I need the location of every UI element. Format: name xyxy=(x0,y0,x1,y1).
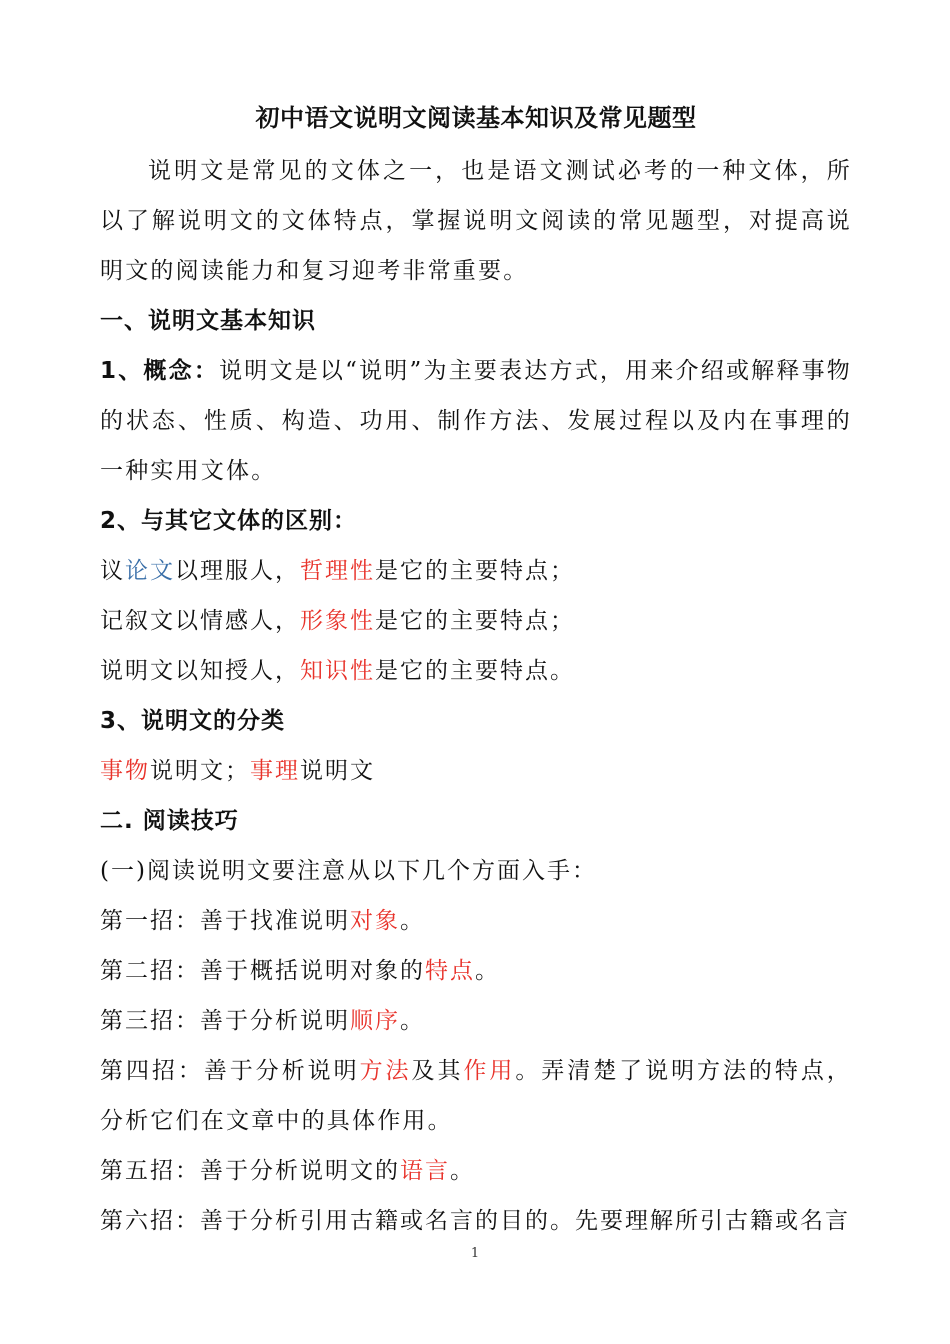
section-heading-basics: 一、说明文基本知识 xyxy=(100,308,316,334)
move-text: 。 xyxy=(475,958,500,984)
diff-line-expository xyxy=(100,646,852,696)
diff-line-argumentative xyxy=(100,546,852,596)
reading-intro-line: (一)阅读说明文要注意从以下几个方面入手： xyxy=(100,858,597,884)
move-5 xyxy=(100,1146,852,1196)
diff-text: 记叙文以情感人， xyxy=(100,608,300,634)
move-1 xyxy=(100,896,852,946)
page-title: 初中语文说明文阅读基本知识及常见题型 xyxy=(255,103,697,132)
move-text: 。 xyxy=(400,908,425,934)
intro-paragraph: 说明文是常见的文体之一，也是语文测试必考的一种文体，所以了解说明文的文体特点，掌握说明文阅读的常见题型，对提高说明文的阅读能力和复习迎考非常重要。 xyxy=(100,158,852,284)
move-text: 第四招：善于分析说明 xyxy=(100,1058,360,1084)
subheading-classification: 3、说明文的分类 xyxy=(100,708,286,734)
move-3 xyxy=(100,996,852,1046)
highlight-shili: 事理 xyxy=(250,758,300,784)
diff-text: 说明文以知授人， xyxy=(100,658,300,684)
highlight-xingxiangxing: 形象性 xyxy=(300,608,375,634)
move-4 xyxy=(100,1046,852,1146)
highlight-duixiang: 对象 xyxy=(350,908,400,934)
highlight-zuoyong: 作用 xyxy=(463,1058,516,1084)
move-text: 。弄清楚了说明方法的特点，分析它们在文章中的具体作用。 xyxy=(100,1058,853,1134)
move-text: 及其 xyxy=(411,1058,464,1084)
classification-line xyxy=(100,746,852,796)
highlight-lunwen: 论文 xyxy=(125,558,175,584)
highlight-zhelixing: 哲理性 xyxy=(300,558,375,584)
highlight-tedian: 特点 xyxy=(425,958,475,984)
document-page xyxy=(100,96,852,1246)
section-heading-reading-skills: 二. 阅读技巧 xyxy=(100,808,239,834)
move-text: 第三招：善于分析说明 xyxy=(100,1008,350,1034)
diff-text: 以理服人， xyxy=(175,558,300,584)
highlight-zhishixing: 知识性 xyxy=(300,658,375,684)
concept-paragraph xyxy=(100,346,852,496)
diff-text: 是它的主要特点； xyxy=(375,558,575,584)
move-text: 。 xyxy=(400,1008,425,1034)
highlight-shiwu: 事物 xyxy=(100,758,150,784)
class-text: 说明文 xyxy=(300,758,375,784)
move-text: 第一招：善于找准说明 xyxy=(100,908,350,934)
diff-line-narrative xyxy=(100,596,852,646)
highlight-yuyan: 语言 xyxy=(400,1158,450,1184)
diff-text: 是它的主要特点。 xyxy=(375,658,575,684)
move-6: 第六招：善于分析引用古籍或名言的目的。先要理解所引古籍或名言 xyxy=(100,1208,850,1234)
diff-text: 是它的主要特点； xyxy=(375,608,575,634)
class-text: 说明文； xyxy=(150,758,250,784)
move-2 xyxy=(100,946,852,996)
concept-label: 1、概念： xyxy=(100,358,220,384)
concept-text: 说明文是以“说明”为主要表达方式，用来介绍或解释事物的状态、性质、构造、功用、制作方法、发展过程以及内在事理的一种实用文体。 xyxy=(100,358,853,484)
highlight-fangfa: 方法 xyxy=(359,1058,412,1084)
move-text: 第二招：善于概括说明对象的 xyxy=(100,958,425,984)
diff-text: 议 xyxy=(100,558,125,584)
highlight-shunxu: 顺序 xyxy=(350,1008,400,1034)
subheading-differences: 2、与其它文体的区别： xyxy=(100,508,358,534)
move-text: 第五招：善于分析说明文的 xyxy=(100,1158,400,1184)
move-text: 。 xyxy=(450,1158,475,1184)
page-number: 1 xyxy=(470,1246,480,1261)
